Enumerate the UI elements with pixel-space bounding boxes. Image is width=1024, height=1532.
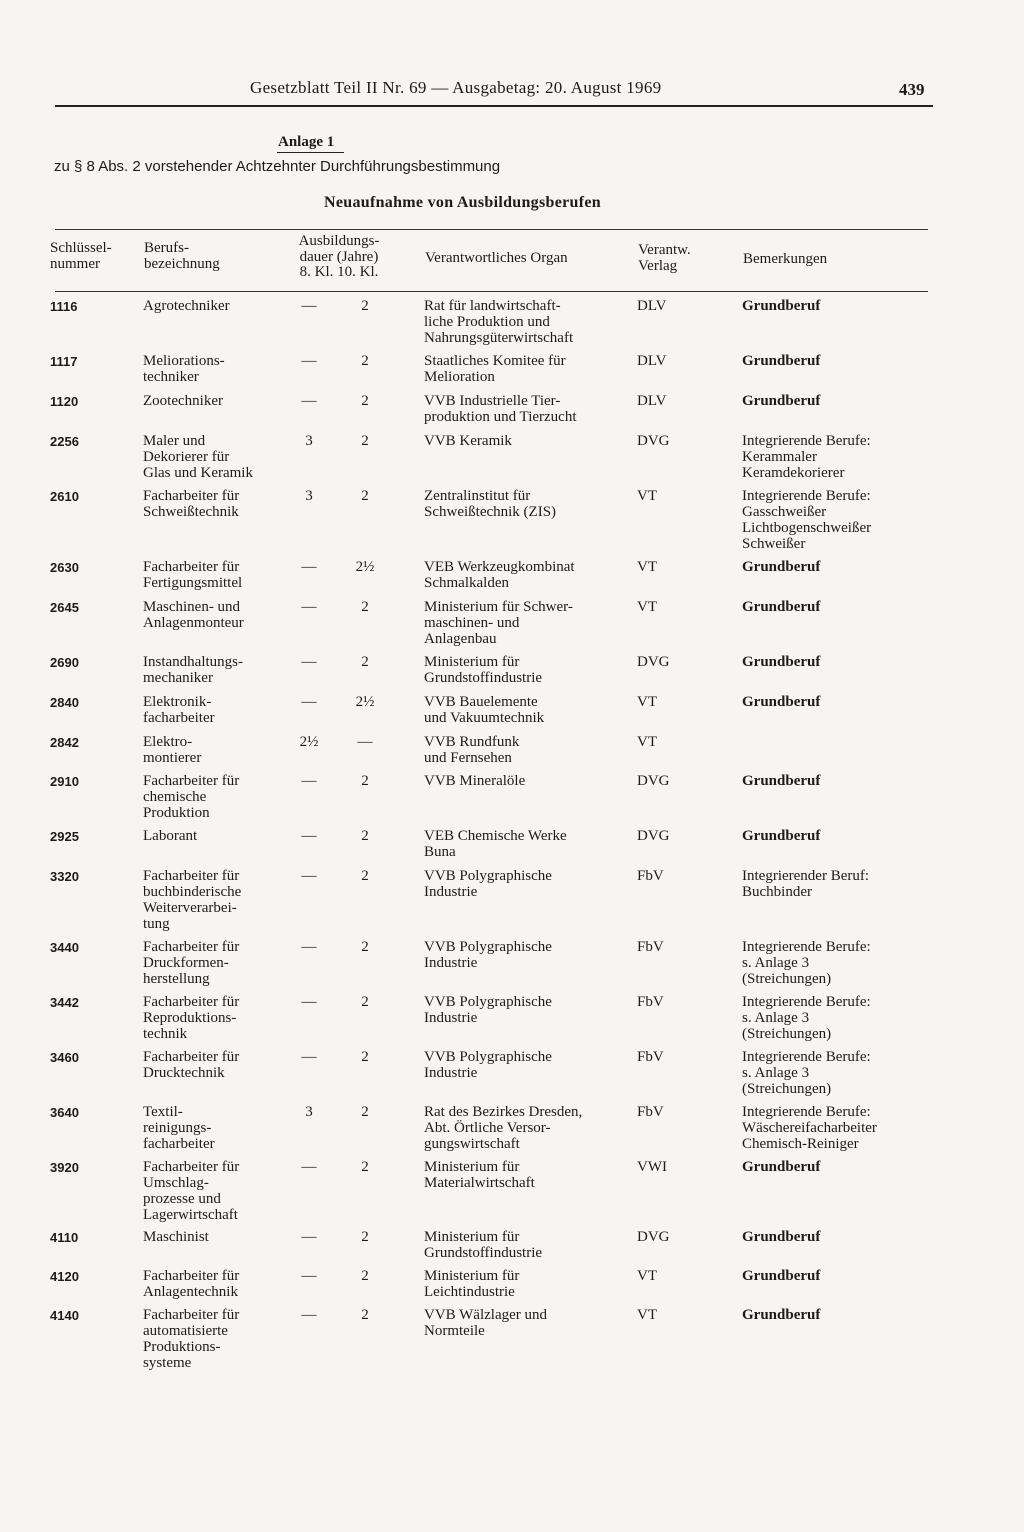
row-responsible-organ: VVB Polygraphische Industrie [424, 939, 552, 971]
row-remarks: Grundberuf [742, 1229, 821, 1245]
row-duration-8: — [301, 994, 317, 1010]
annex-title: Anlage 1 [278, 134, 335, 150]
row-publisher: FbV [637, 1049, 664, 1065]
row-duration-10: 2 [361, 828, 369, 844]
row-duration-10: 2 [361, 654, 369, 670]
row-duration-8: — [301, 868, 317, 884]
row-remarks: Grundberuf [742, 599, 821, 615]
row-duration-8: 3 [305, 1104, 313, 1120]
row-publisher: DVG [637, 433, 670, 449]
row-duration-10: 2 [361, 1049, 369, 1065]
row-occupation: Facharbeiter für buchbinderische Weiterverarbei- tung [143, 868, 242, 932]
row-remarks: Integrierender Beruf: Buchbinder [742, 868, 870, 900]
row-key: 2256 [50, 434, 79, 449]
row-responsible-organ: Staatliches Komitee für Melioration [424, 353, 566, 385]
row-occupation: Facharbeiter für Drucktechnik [143, 1049, 240, 1081]
row-publisher: VT [637, 559, 657, 575]
row-publisher: FbV [637, 868, 664, 884]
row-publisher: DVG [637, 828, 670, 844]
row-publisher: VT [637, 488, 657, 504]
column-header-organ: Verantwortliches Organ [425, 250, 568, 266]
row-remarks: Integrierende Berufe: s. Anlage 3 (Streichungen) [742, 1049, 871, 1097]
row-key: 2842 [50, 735, 79, 750]
row-key: 2910 [50, 774, 79, 789]
row-responsible-organ: VVB Wälzlager und Normteile [424, 1307, 548, 1339]
row-publisher: FbV [637, 994, 664, 1010]
row-publisher: VT [637, 1268, 657, 1284]
row-duration-8: — [301, 1307, 317, 1323]
row-responsible-organ: Ministerium für Schwer- maschinen- und Anlagenbau [424, 599, 573, 647]
row-responsible-organ: Zentralinstitut für Schweißtechnik (ZIS) [424, 488, 557, 520]
row-remarks: Integrierende Berufe: s. Anlage 3 (Streichungen) [742, 994, 871, 1042]
annex-subtitle: zu § 8 Abs. 2 vorstehender Achtzehnter Durchführungsbestimmung [54, 158, 501, 175]
row-occupation: Facharbeiter für Druckformen- herstellung [143, 939, 240, 987]
row-duration-8: — [301, 599, 317, 615]
row-publisher: DLV [637, 298, 667, 314]
row-occupation: Facharbeiter für chemische Produktion [143, 773, 240, 821]
row-publisher: DLV [637, 393, 667, 409]
row-duration-10: 2 [361, 393, 369, 409]
row-remarks: Grundberuf [742, 1159, 821, 1175]
table-title: Neuaufnahme von Ausbildungsberufen [324, 194, 601, 211]
row-key: 3440 [50, 940, 79, 955]
row-responsible-organ: VVB Rundfunk und Fernsehen [424, 734, 520, 766]
row-key: 2630 [50, 560, 79, 575]
row-responsible-organ: Ministerium für Materialwirtschaft [424, 1159, 535, 1191]
row-duration-8: 2½ [299, 734, 319, 750]
row-duration-10: 2 [361, 599, 369, 615]
row-occupation: Elektro- montierer [143, 734, 202, 766]
column-header-remarks: Bemerkungen [743, 251, 828, 267]
row-duration-8: — [301, 353, 317, 369]
row-publisher: FbV [637, 1104, 664, 1120]
row-duration-8: — [301, 1049, 317, 1065]
row-remarks: Grundberuf [742, 559, 821, 575]
row-key: 4110 [50, 1230, 79, 1245]
row-key: 1116 [50, 299, 78, 314]
row-key: 4140 [50, 1308, 79, 1323]
column-header-key: Schlüssel- nummer [50, 240, 112, 272]
row-duration-8: — [301, 298, 317, 314]
row-occupation: Meliorations- techniker [143, 353, 225, 385]
row-duration-8: — [301, 828, 317, 844]
row-key: 4120 [50, 1269, 79, 1284]
row-duration-8: — [301, 1229, 317, 1245]
row-key: 3442 [50, 995, 79, 1010]
row-responsible-organ: VVB Polygraphische Industrie [424, 994, 552, 1026]
row-remarks: Grundberuf [742, 694, 821, 710]
row-remarks: Grundberuf [742, 1307, 821, 1323]
row-occupation: Facharbeiter für Anlagentechnik [143, 1268, 240, 1300]
row-key: 2840 [50, 695, 79, 710]
row-duration-8: — [301, 559, 317, 575]
row-remarks: Grundberuf [742, 1268, 821, 1284]
row-occupation: Maler und Dekorierer für Glas und Keramik [143, 433, 253, 481]
row-duration-8: — [301, 773, 317, 789]
row-occupation: Facharbeiter für Schweißtechnik [143, 488, 240, 520]
table-header-rule [55, 291, 928, 292]
row-responsible-organ: VVB Bauelemente und Vakuumtechnik [424, 694, 545, 726]
row-duration-10: 2 [361, 353, 369, 369]
row-occupation: Textil- reinigungs- facharbeiter [143, 1104, 215, 1152]
row-remarks: Grundberuf [742, 773, 821, 789]
row-occupation: Facharbeiter für automatisierte Produktions- systeme [143, 1307, 240, 1371]
row-duration-10: 2 [361, 1268, 369, 1284]
row-occupation: Facharbeiter für Fertigungsmittel [143, 559, 243, 591]
row-duration-8: — [301, 393, 317, 409]
column-header-name: Berufs- bezeichnung [144, 240, 220, 272]
row-responsible-organ: VVB Polygraphische Industrie [424, 868, 552, 900]
row-remarks: Integrierende Berufe: Kerammaler Keramdekorierer [742, 433, 871, 481]
row-occupation: Maschinist [143, 1229, 209, 1245]
row-responsible-organ: VVB Keramik [424, 433, 512, 449]
row-remarks: Integrierende Berufe: Gasschweißer Lichtbogenschweißer Schweißer [742, 488, 872, 552]
row-publisher: VT [637, 734, 657, 750]
row-publisher: DVG [637, 773, 670, 789]
row-duration-10: 2 [361, 488, 369, 504]
row-responsible-organ: Rat des Bezirkes Dresden, Abt. Örtliche Versor- gungswirtschaft [424, 1104, 583, 1152]
page-number: 439 [899, 80, 925, 99]
row-duration-10: 2 [361, 773, 369, 789]
row-occupation: Agrotechniker [143, 298, 230, 314]
row-key: 2610 [50, 489, 79, 504]
row-occupation: Laborant [143, 828, 198, 844]
column-header-duration: Ausbildungs- dauer (Jahre) 8. Kl. 10. Kl. [298, 233, 380, 280]
row-duration-10: 2 [361, 1307, 369, 1323]
row-duration-8: 3 [305, 433, 313, 449]
row-responsible-organ: VVB Polygraphische Industrie [424, 1049, 552, 1081]
row-publisher: DLV [637, 353, 667, 369]
row-duration-10: 2 [361, 298, 369, 314]
row-occupation: Instandhaltungs- mechaniker [143, 654, 243, 686]
row-publisher: VT [637, 1307, 657, 1323]
row-key: 3320 [50, 869, 79, 884]
row-key: 2645 [50, 600, 79, 615]
row-key: 1120 [50, 394, 79, 409]
publication-header: Gesetzblatt Teil II Nr. 69 — Ausgabetag: 20. August 1969 [250, 78, 662, 97]
row-key: 2690 [50, 655, 79, 670]
row-duration-8: — [301, 694, 317, 710]
row-responsible-organ: VEB Werkzeugkombinat Schmalkalden [424, 559, 575, 591]
row-duration-10: 2 [361, 939, 369, 955]
row-remarks: Integrierende Berufe: Wäschereifacharbeiter Chemisch-Reiniger [742, 1104, 877, 1152]
row-duration-10: 2 [361, 433, 369, 449]
row-remarks: Grundberuf [742, 298, 821, 314]
row-occupation: Maschinen- und Anlagenmonteur [143, 599, 244, 631]
row-remarks: Integrierende Berufe: s. Anlage 3 (Streichungen) [742, 939, 871, 987]
row-publisher: DVG [637, 654, 670, 670]
table-top-rule [55, 229, 928, 230]
row-duration-10: 2 [361, 994, 369, 1010]
row-duration-10: 2½ [355, 559, 375, 575]
header-divider [55, 105, 933, 107]
column-header-verlag: Verantw. Verlag [638, 242, 691, 274]
row-duration-10: 2½ [355, 694, 375, 710]
row-responsible-organ: Ministerium für Leichtindustrie [424, 1268, 520, 1300]
row-responsible-organ: VEB Chemische Werke Buna [424, 828, 567, 860]
row-responsible-organ: Ministerium für Grundstoffindustrie [424, 1229, 543, 1261]
row-publisher: VWI [637, 1159, 667, 1175]
row-remarks: Grundberuf [742, 393, 821, 409]
row-duration-10: 2 [361, 1159, 369, 1175]
row-occupation: Elektronik- facharbeiter [143, 694, 215, 726]
row-remarks: Grundberuf [742, 828, 821, 844]
row-duration-8: — [301, 1268, 317, 1284]
row-remarks: Grundberuf [742, 654, 821, 670]
row-responsible-organ: VVB Industrielle Tier- produktion und Tierzucht [424, 393, 577, 425]
row-duration-10: 2 [361, 1229, 369, 1245]
row-key: 1117 [50, 354, 78, 369]
row-remarks: Grundberuf [742, 353, 821, 369]
row-occupation: Facharbeiter für Umschlag- prozesse und Lagerwirtschaft [143, 1159, 240, 1223]
annex-title-underline [277, 152, 344, 153]
row-occupation: Zootechniker [143, 393, 223, 409]
row-occupation: Facharbeiter für Reproduktions- technik [143, 994, 240, 1042]
row-key: 3640 [50, 1105, 79, 1120]
row-publisher: DVG [637, 1229, 670, 1245]
row-responsible-organ: VVB Mineralöle [424, 773, 526, 789]
row-responsible-organ: Rat für landwirtschaft- liche Produktion und Nahrungsgüterwirtschaft [424, 298, 574, 346]
row-key: 2925 [50, 829, 79, 844]
row-publisher: FbV [637, 939, 664, 955]
row-publisher: VT [637, 599, 657, 615]
row-responsible-organ: Ministerium für Grundstoffindustrie [424, 654, 543, 686]
row-duration-8: — [301, 1159, 317, 1175]
row-duration-10: 2 [361, 1104, 369, 1120]
row-publisher: VT [637, 694, 657, 710]
row-key: 3460 [50, 1050, 79, 1065]
row-duration-8: — [301, 939, 317, 955]
row-duration-8: 3 [305, 488, 313, 504]
row-key: 3920 [50, 1160, 79, 1175]
row-duration-10: — [357, 734, 373, 750]
row-duration-8: — [301, 654, 317, 670]
row-duration-10: 2 [361, 868, 369, 884]
